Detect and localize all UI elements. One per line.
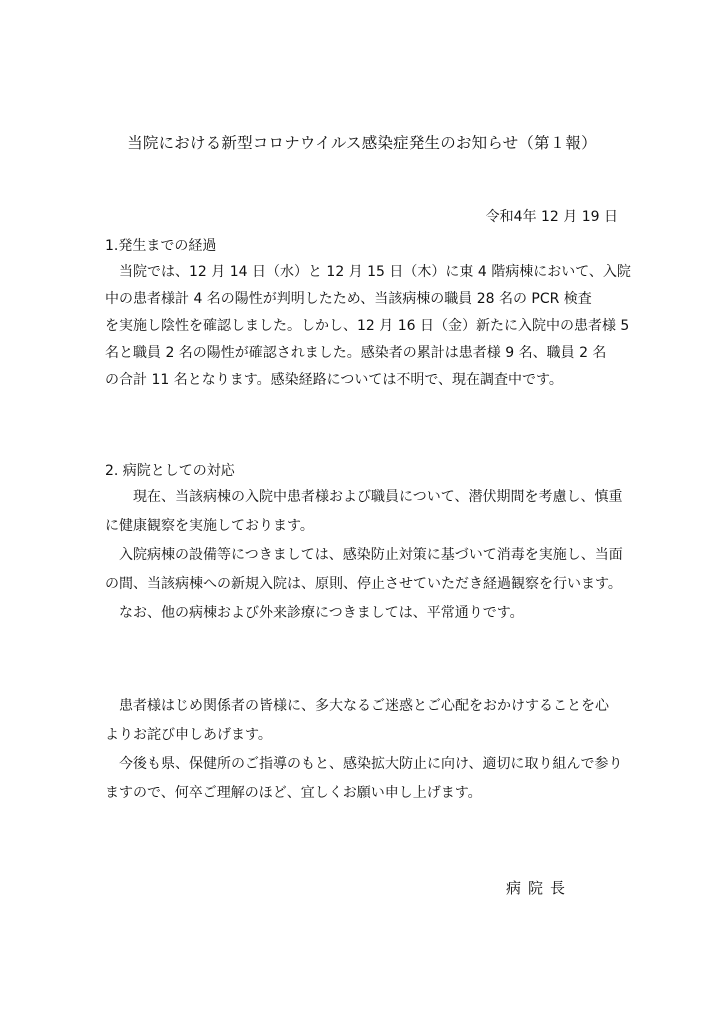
section-1-line: の合計 11 名となります。感染経路については不明で、現在調査中です。 [105,372,563,388]
signature: 病院長 [506,879,573,897]
section-2-line: に健康観察を実施しております。 [105,518,314,534]
section-2-line: 入院病棟の設備等につきましては、感染防止対策に基づいて消毒を実施し、当面 [105,547,623,563]
closing-line: 今後も県、保健所のご指導のもと、感染拡大防止に向け、適切に取り組んで参り [105,756,623,772]
section-1 [105,233,631,394]
section-2-line: の間、当該病棟への新規入院は、原則、停止させていただき経過観察を行います。 [105,576,622,592]
document-title: 当院における新型コロナウイルス感染症発生のお知らせ（第１報） [127,134,597,152]
section-2-line: 現在、当該病棟の入院中患者様および職員について、潜伏期間を考慮し、慎重 [105,489,623,505]
section-2-heading: 2. 病院としての対応 [105,463,235,479]
section-1-line: 当院では、12 月 14 日（水）と 12 月 15 日（木）に東 4 階病棟において、入院 [105,264,631,280]
section-1-heading: 1.発生までの経過 [105,238,217,254]
section-1-line: 中の患者様計 4 名の陽性が判明したため、当該病棟の職員 28 名の PCR 検査 [105,291,592,307]
section-1-line: を実施し陰性を確認しました。しかし、12 月 16 日（金）新たに入院中の患者様 5 [105,318,630,334]
section-2-line: なお、他の病棟および外来診療につきましては、平常通りです。 [105,605,524,621]
closing-paragraph [105,693,625,809]
closing-line: 患者様はじめ関係者の皆様に、多大なるご迷惑とご心配をおかけすることを心 [105,698,609,714]
closing-line: ますので、何卒ご理解のほど、宜しくお願い申し上げます。 [105,785,482,801]
document-date: 令和4年 12 月 19 日 [485,209,618,225]
section-1-line: 名と職員 2 名の陽性が確認されました。感染者の累計は患者様 9 名、職員 2 名 [105,345,607,361]
section-2 [105,458,625,629]
closing-line: よりお詫び申しあげます。 [105,727,272,743]
